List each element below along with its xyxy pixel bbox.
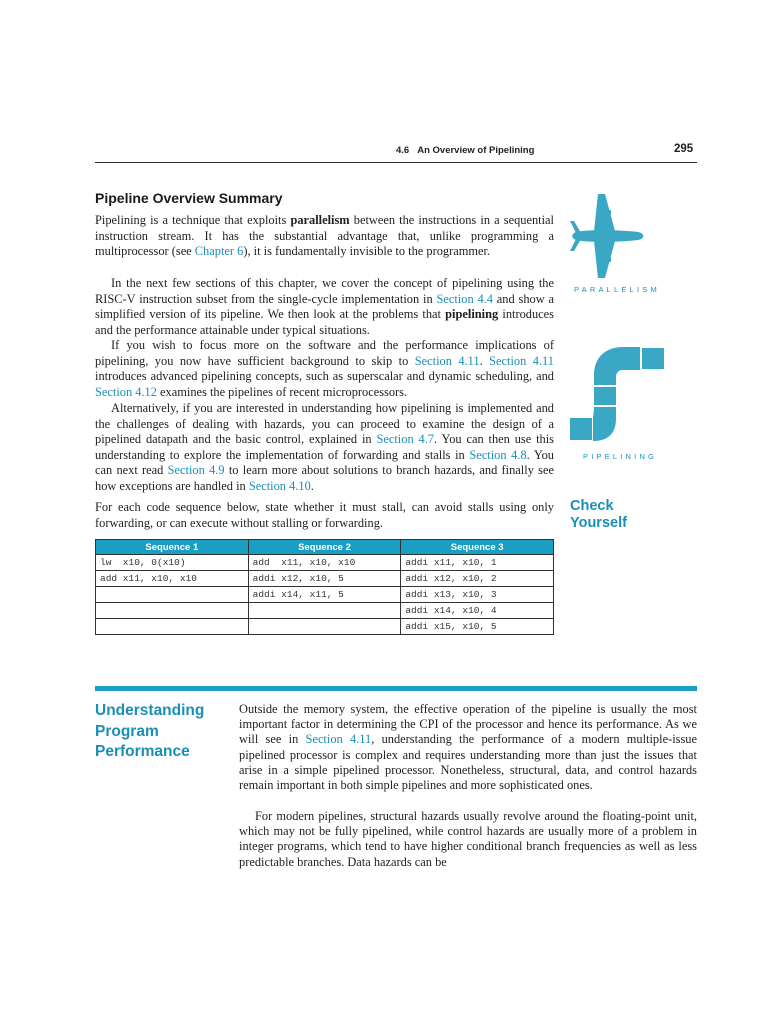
link-section-4-7[interactable]: Section 4.7 bbox=[376, 432, 434, 447]
table-header-row bbox=[96, 540, 554, 555]
column-header-sequence-3: Sequence 3 bbox=[401, 540, 554, 555]
link-chapter-6[interactable]: Chapter 6 bbox=[194, 244, 244, 259]
table-cell bbox=[248, 619, 401, 635]
table-cell: add x11, x10, x10 bbox=[248, 555, 401, 571]
summary-paragraph-1: Pipelining is a technique that exploits parallelism between the instructions in a sequential instruction stream. It has the substantial advantage that, unlike programming a multiprocessor (see Chapter 6), it is fundamentally invisible to the programmer. bbox=[95, 213, 554, 259]
table-cell: addi x13, x10, 3 bbox=[401, 587, 554, 603]
column-header-sequence-1: Sequence 1 bbox=[96, 540, 249, 555]
link-section-4-12[interactable]: Section 4.12 bbox=[95, 384, 157, 399]
page-number: 295 bbox=[674, 143, 694, 155]
table-cell: addi x12, x10, 2 bbox=[401, 571, 554, 587]
running-header-section bbox=[396, 145, 534, 156]
section-number: 4.6 bbox=[396, 145, 410, 156]
section-title: An Overview of Pipelining bbox=[417, 145, 535, 156]
table-cell bbox=[96, 603, 249, 619]
summary-paragraph-2: In the next few sections of this chapter, we cover the concept of pipelining using the RISC-V instruction subset from the single-cycle implementation in Section 4.4 and show a simplified version of its pipeline. We then look at the problems that pipelining introduces and the performance attainable under typical situations. bbox=[95, 276, 554, 337]
link-section-4-11[interactable]: Section 4.11 bbox=[489, 353, 554, 368]
term-pipelining: pipelining bbox=[445, 307, 499, 322]
table-cell bbox=[96, 587, 249, 603]
table-row bbox=[96, 571, 554, 587]
summary-heading: Pipeline Overview Summary bbox=[95, 190, 283, 206]
table-cell: addi x14, x10, 4 bbox=[401, 603, 554, 619]
parallelism-label: PARALLELISM bbox=[574, 285, 660, 294]
airplane-icon bbox=[568, 192, 648, 282]
upp-paragraph-2: For modern pipelines, structural hazards usually revolve around the floating-point unit, which may not be fully pipelined, while control hazards are usually more of a problem in integer programs, which tend to have higher conditional branch frequencies as well as less predictable branches. Data hazards can be bbox=[239, 809, 697, 869]
table-cell: addi x15, x10, 5 bbox=[401, 619, 554, 635]
table-cell: addi x14, x11, 5 bbox=[248, 587, 401, 603]
table-cell: add x11, x10, x10 bbox=[96, 571, 249, 587]
table-cell: addi x11, x10, 1 bbox=[401, 555, 554, 571]
table-row bbox=[96, 619, 554, 635]
table-cell: addi x12, x10, 5 bbox=[248, 571, 401, 587]
link-section-4-10[interactable]: Section 4.10 bbox=[248, 478, 311, 493]
table-cell: lw x10, 0(x10) bbox=[96, 555, 249, 571]
link-section-4-8[interactable]: Section 4.8 bbox=[469, 447, 527, 462]
link-section-4-4[interactable]: Section 4.4 bbox=[436, 291, 493, 306]
table-row bbox=[96, 603, 554, 619]
term-parallelism: parallelism bbox=[290, 213, 350, 227]
upp-paragraph-1: Outside the memory system, the effective operation of the pipeline is usually the most important factor in determining the CPI of the processor and hence its performance. As we will see in Section 4.11, understanding the performance of a modern multiple-issue pipelined processor is complex and requires understanding more than just the issues that arise in a simple pipelined processor. Nonetheless, structural, data, and control hazards remain important in both simple pipelines and more sophisticated ones. bbox=[239, 702, 697, 793]
link-section-4-11[interactable]: Section 4.11 bbox=[414, 353, 480, 368]
table-cell bbox=[248, 603, 401, 619]
section-divider-bar bbox=[95, 686, 697, 691]
pipe-icon bbox=[568, 345, 668, 445]
check-yourself-prompt: For each code sequence below, state whether it must stall, can avoid stalls using only forwarding, or can execute without stalling or forwarding. bbox=[95, 500, 554, 530]
summary-paragraph-4: Alternatively, if you are interested in understanding how pipelining is implemented and the challenges of dealing with hazards, you can proceed to examine the design of a pipelined datapath and the basic control, explained in Section 4.7. You can then use this understanding to explore the implementation of forwarding and stalls in Section 4.8. You can next read Section 4.9 to learn more about solutions to branch hazards, and finally see how exceptions are handled in Section 4.10. bbox=[95, 401, 554, 493]
upp-heading: Understanding Program Performance bbox=[95, 702, 205, 760]
header-rule bbox=[95, 162, 697, 163]
table-row bbox=[96, 555, 554, 571]
summary-paragraph-3: If you wish to focus more on the software and the performance implications of pipelining, you now have sufficient background to skip to Section 4.11. Section 4.11 introduces advanced pipelining concepts, such as superscalar and dynamic scheduling, and Section 4.12 examines the pipelines of recent microprocessors. bbox=[95, 338, 554, 399]
link-section-4-9[interactable]: Section 4.9 bbox=[167, 463, 225, 478]
sequence-table bbox=[95, 539, 554, 635]
pipelining-label: PIPELINING bbox=[583, 452, 658, 461]
table-cell bbox=[96, 619, 249, 635]
check-yourself-heading: Check Yourself bbox=[570, 498, 627, 531]
column-header-sequence-2: Sequence 2 bbox=[248, 540, 401, 555]
table-row bbox=[96, 587, 554, 603]
link-section-4-11[interactable]: Section 4.11 bbox=[305, 732, 372, 747]
